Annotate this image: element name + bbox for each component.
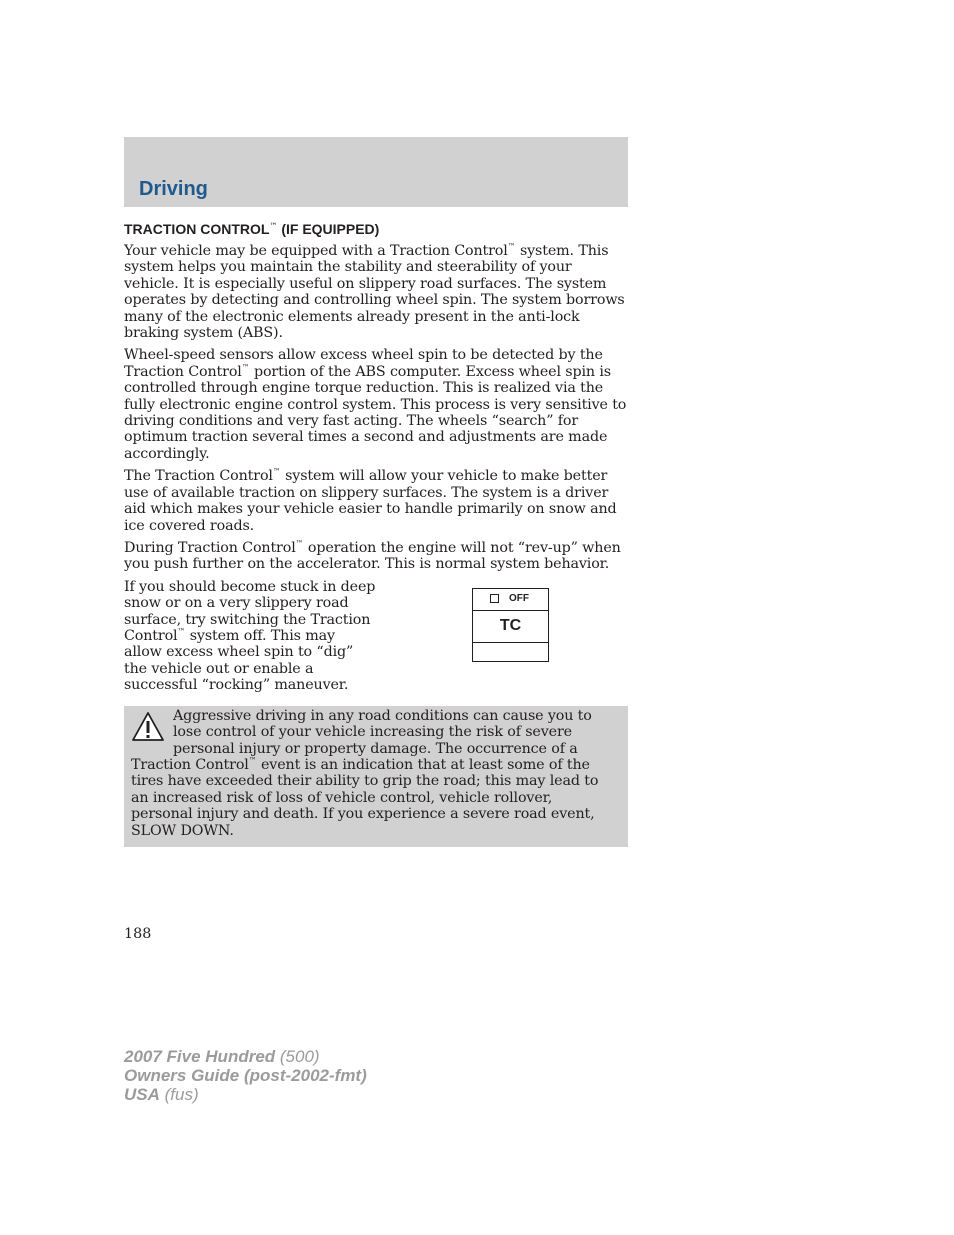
paragraph-text: Your vehicle may be equipped with a Traction Control	[124, 243, 508, 259]
trademark-symbol: ™	[507, 242, 516, 252]
trademark-symbol: ™	[269, 221, 278, 231]
tc-label: TC	[499, 616, 522, 634]
paragraph-stuck	[124, 579, 376, 694]
trademark-symbol: ™	[295, 539, 304, 549]
page-number: 188	[124, 926, 152, 942]
paragraph-text: Wheel-speed sensors allow excess wheel spin to be detected by the Traction Control	[124, 347, 603, 380]
tc-off-switch-illustration	[472, 588, 549, 662]
footer-line-market	[124, 1085, 367, 1104]
footer-market: USA	[124, 1085, 160, 1104]
section-title: Driving	[139, 178, 208, 200]
footer-line-guide	[124, 1066, 367, 1085]
tc-main-row	[473, 611, 548, 643]
warning-triangle-icon	[131, 711, 165, 743]
warning-text	[131, 708, 612, 839]
indicator-light-icon	[490, 594, 499, 603]
tc-off-row	[473, 589, 548, 611]
heading-text: TRACTION CONTROL	[124, 221, 270, 237]
warning-box	[124, 706, 628, 847]
trademark-symbol: ™	[241, 363, 250, 373]
main-content	[124, 220, 628, 847]
footer-model: 2007 Five Hundred	[124, 1047, 276, 1066]
warning-text-part: Aggressive driving in any road conditions can cause you to lose control of your vehicle increasing the risk of severe personal injury or property damage. The occurrence of a Traction Control	[131, 707, 592, 773]
article-heading	[124, 220, 628, 238]
paragraph-text: system off. This may allow excess wheel spin to “dig” the vehicle out or enable a successful “rocking” maneuver.	[124, 627, 354, 694]
paragraph-text: system. This system helps you maintain the stability and steerability of your vehicle. It is especially useful on slippery road surfaces. The system operates by detecting and controlling wheel spin. The system borrows many of the electronic elements already present in the anti-lock braking system (ABS).	[124, 243, 625, 342]
paragraph-traction	[124, 468, 628, 534]
paragraph-text: operation the engine will not “rev-up” when you push further on the accelerator. This is normal system behavior.	[124, 539, 621, 573]
paragraph-text: If you should become stuck in deep snow or on a very slippery road surface, try switching the Traction Control	[124, 578, 376, 644]
trademark-symbol: ™	[248, 756, 257, 766]
footer-market-code: (fus)	[159, 1085, 199, 1104]
paragraph-sensors	[124, 347, 628, 462]
warning-text-part: event is an indication that at least some of the tires have exceeded their ability to grip the road; this may lead to an increased risk of loss of vehicle control, vehicle rollover, personal injury and death. If you experience a severe road event, SLOW DOWN.	[131, 756, 599, 839]
paragraph-text: system will allow your vehicle to make better use of available traction on slippery surfaces. The system is a driver aid which makes your vehicle easier to handle primarily on snow and ice covered roads.	[124, 468, 617, 534]
paragraph-rev-up	[124, 540, 628, 573]
section-header-band	[124, 137, 628, 207]
paragraph-text: portion of the ABS computer. Excess wheel spin is controlled through engine torque reduction. This is realized via the fully electronic engine control system. This process is very sensitive to driving conditions and very fast acting. The wheels “search” for optimum traction several times a second and adjustments are made accordingly.	[124, 363, 627, 462]
trademark-symbol: ™	[272, 467, 281, 477]
paragraph-text: During Traction Control	[124, 539, 296, 556]
footer-line-model	[124, 1047, 367, 1066]
tc-off-label: OFF	[509, 592, 529, 604]
trademark-symbol: ™	[177, 627, 186, 637]
heading-suffix: (IF EQUIPPED)	[277, 221, 380, 237]
paragraph-intro	[124, 243, 628, 341]
document-footer	[124, 1047, 367, 1104]
footer-model-code: (500)	[275, 1047, 320, 1066]
stuck-section	[124, 579, 628, 697]
footer-guide: Owners Guide (post-2002-fmt)	[124, 1066, 367, 1085]
paragraph-text: The Traction Control	[124, 468, 273, 485]
